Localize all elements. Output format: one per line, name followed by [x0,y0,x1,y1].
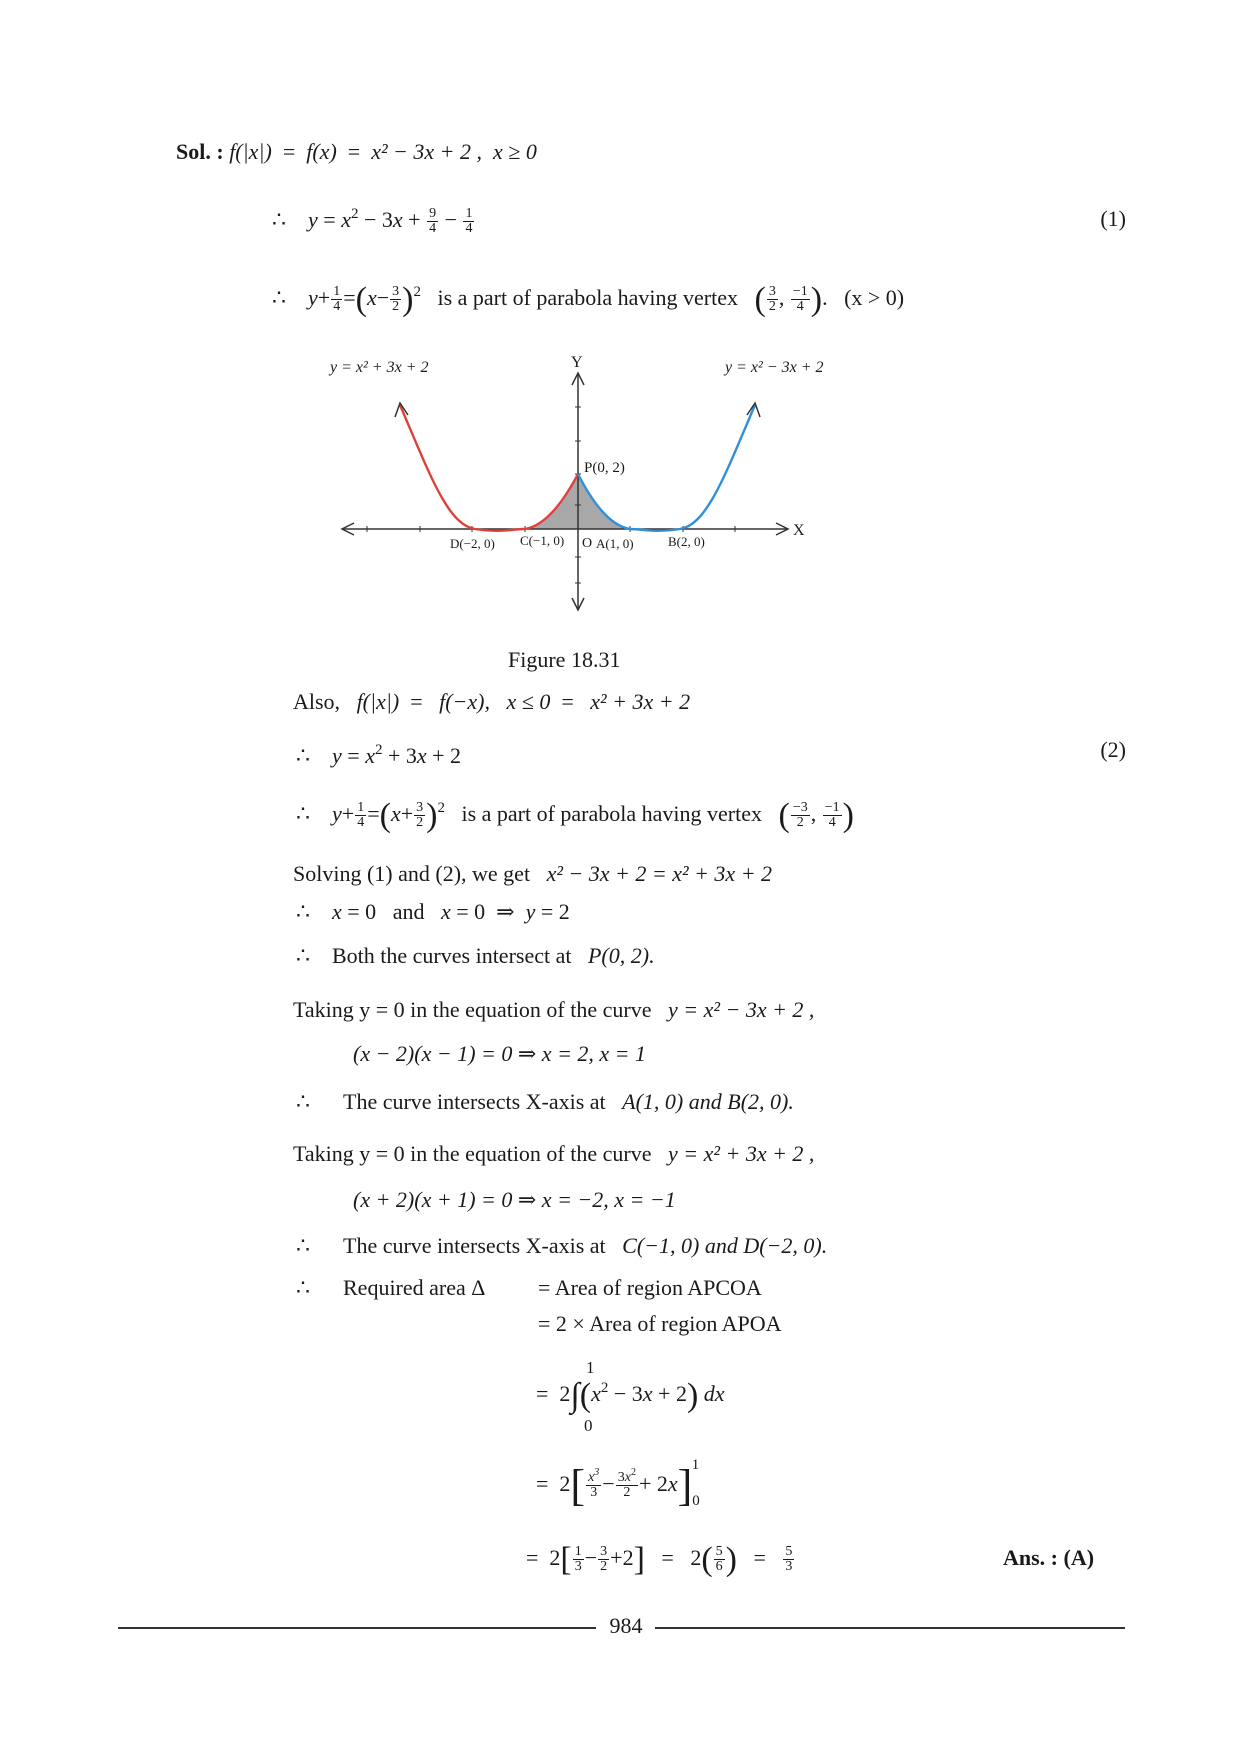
left-curve [400,405,578,531]
vertex1-text: is a part of parabola having vertex [437,285,738,310]
y-axis-label: Y [571,354,583,371]
taking2-line: Taking y = 0 in the equation of the curve y = x² + 3x + 2 , [293,1141,815,1166]
footer-rule-right [655,1627,1125,1629]
eq2-line: ∴ $y = x^2 + 3x + 2$ [296,742,462,768]
sol-mid: f(x) [306,139,337,164]
footer-rule-left [118,1627,596,1629]
eq1-number: (1) [1100,206,1126,231]
evaluated-line: = 2[ $\frac{x^3}{3}$ − $\frac{3x^2}{2}$ + $2x]_0^1$ [536,1457,700,1510]
left-curve-label: y = x² + 3x + 2 [330,359,429,376]
sol-line: Sol. : f(|x|) = f(x) = x² − 3x + 2 , x ≥ 0 [176,139,537,164]
answer: Ans. : (A) [1003,1545,1095,1570]
factor1-line: (x − 2)(x − 1) = 0 ⇒ x = 2, x = 1 [353,1041,647,1066]
integral-line: = $2\int(x^2 - 3x + 2)$ dx [536,1376,725,1414]
intersect2-line: ∴ The curve intersects X-axis at C(−1, 0) and D(−2, 0). [296,1233,828,1258]
point-a-label: A(1, 0) [596,536,634,551]
vertex1-line: ∴ y+ $\frac{1}{4}$ =(x− $\frac{3}{2}$ )$^2$ is a part of parabola having vertex ( $\frac{3}{2}$ , $\frac{-1}{4}$ ). (x > 0) [272,280,905,318]
integral-lower: 0 [584,1416,593,1435]
figure-caption: Figure 18.31 [508,647,621,672]
figure-graph [300,345,860,630]
factor2-line: (x + 2)(x + 1) = 0 ⇒ x = −2, x = −1 [353,1187,676,1212]
final-line: = 2[ $\frac{1}{3}$ − $\frac{3}{2}$ +2] = 2( $\frac{5}{6}$ ) = $\frac{5}{3}$ [526,1540,793,1578]
also-label: Also, [293,689,341,714]
point-c-label: C(−1, 0) [520,533,565,548]
eq1-line: ∴ $y = x^2 - 3x$ + $\frac{9}{4}$ − $\frac{1}{4}$ [272,206,473,237]
sol-label: Sol. : [176,139,224,164]
sol-cond: x ≥ 0 [493,139,537,164]
point-b-label: B(2, 0) [668,534,705,549]
also-line: Also, f(|x|) = f(−x), x ≤ 0 = x² + 3x + 2 [293,689,691,714]
x-zero-line: ∴ x = 0 and x = 0 ⇒ y = 2 [296,899,570,924]
point-p-label: P(0, 2) [584,460,625,476]
area-line2: = 2 × Area of region APOA [538,1311,782,1336]
intersect1-line: ∴ The curve intersects X-axis at A(1, 0) and B(2, 0). [296,1089,794,1114]
both-curves-line: ∴ Both the curves intersect at P(0, 2). [296,943,655,968]
required-area-line: ∴ Required area Δ [296,1275,486,1300]
right-curve-label: y = x² − 3x + 2 [725,359,824,376]
vertex2-line: ∴ y+ $\frac{1}{4}$ =(x+ $\frac{3}{2}$ )$^2$ is a part of parabola having vertex ( $\frac{-3}{2}$ , $\frac{-1}{4}$ ) [296,796,854,834]
vertex1-cond: (x > 0) [844,285,905,310]
area-line1: = Area of region APCOA [538,1275,762,1300]
point-o-label: O [582,536,593,551]
eq2-number: (2) [1100,737,1126,762]
sol-rhs: x² − 3x + 2 , [371,139,483,164]
page-number: 984 [609,1613,643,1638]
x-axis-label: X [793,522,805,539]
vertex2-text: is a part of parabola having vertex [461,801,762,826]
solving-line: Solving (1) and (2), we get x² − 3x + 2 = x² + 3x + 2 [293,861,773,886]
sol-lhs: f(|x|) [229,139,272,164]
integral-upper: 1 [586,1358,595,1377]
taking1-line: Taking y = 0 in the equation of the curve y = x² − 3x + 2 , [293,997,815,1022]
point-d-label: D(−2, 0) [450,536,495,551]
